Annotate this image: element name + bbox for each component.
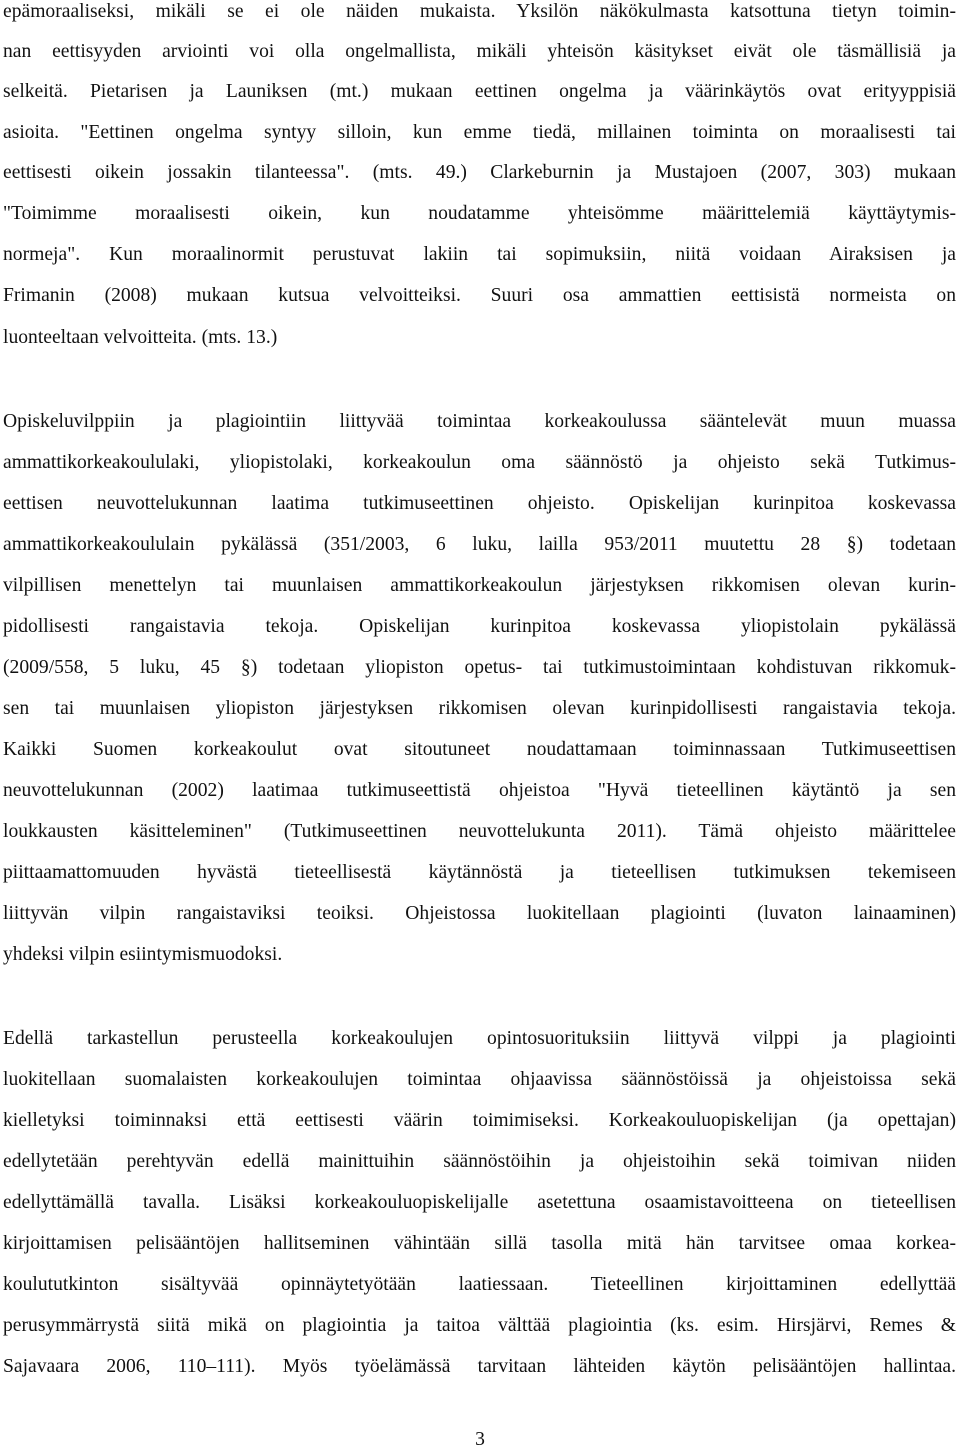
text-line: ammattikorkeakoululain pykälässä (351/2003, 6 luku, lailla 953/2011 muutettu 28 §) todetaan: [3, 534, 956, 555]
text-line: Edellä tarkastellun perusteella korkeakoulujen opintosuorituksiin liittyvä vilppi ja plagiointi: [3, 1028, 956, 1049]
text-line: (2009/558, 5 luku, 45 §) todetaan yliopiston opetus- tai tutkimustoimintaan kohdistuvan rikkomuk-: [3, 657, 956, 678]
text-line: "Toimimme moraalisesti oikein, kun noudatamme yhteisömme määrittelemiä käyttäytymis-: [3, 203, 956, 224]
text-line: neuvottelukunnan (2002) laatimaa tutkimuseettistä ohjeistoa "Hyvä tieteellinen käytäntö ja sen: [3, 780, 956, 801]
text-line: luokitellaan suomalaisten korkeakoulujen toimintaa ohjaavissa säännöstöissä ja ohjeistoissa sekä: [3, 1069, 956, 1090]
text-line: asioita. "Eettinen ongelma syntyy silloin, kun emme tiedä, millainen toiminta on moraalisesti tai: [3, 122, 956, 143]
text-line: epämoraaliseksi, mikäli se ei ole näiden mukaista. Yksilön näkökulmasta katsottuna tietyn toimin-: [3, 1, 956, 22]
text-line: yhdeksi vilpin esiintymismuodoksi.: [3, 944, 283, 965]
text-line: nan eettisyyden arviointi voi olla ongelmallista, mikäli yhteisön käsitykset eivät ole täsmällisiä ja: [3, 41, 956, 62]
text-line: selkeitä. Pietarisen ja Launiksen (mt.) mukaan eettinen ongelma ja väärinkäytös ovat erityyppisiä: [3, 81, 956, 102]
text-line: vilpillisen menettelyn tai muunlaisen ammattikorkeakoulun järjestyksen rikkomisen olevan kurin-: [3, 575, 956, 596]
text-line: kielletyksi toiminnaksi että eettisesti väärin toimimiseksi. Korkeakouluopiskelijan (ja opettajan): [3, 1110, 956, 1131]
text-line: Opiskeluvilppiin ja plagiointiin liittyvää toimintaa korkeakoulussa sääntelevät muun muassa: [3, 411, 956, 432]
text-line: luonteeltaan velvoitteita. (mts. 13.): [3, 327, 278, 348]
text-line: Kaikki Suomen korkeakoulut ovat sitoutuneet noudattamaan toiminnassaan Tutkimuseettisen: [3, 739, 956, 760]
text-line: sen tai muunlaisen yliopiston järjestyksen rikkomisen olevan kurinpidollisesti rangaistavia tekoja.: [3, 698, 956, 719]
text-line: ammattikorkeakoululaki, yliopistolaki, korkeakoulun oma säännöstö ja ohjeisto sekä Tutkimus-: [3, 452, 956, 473]
text-line: koulututkinton sisältyvää opinnäytetyötään laatiessaan. Tieteellinen kirjoittaminen edellyttää: [3, 1274, 956, 1295]
text-line: kirjoittamisen pelisääntöjen hallitseminen vähintään sillä tasolla mitä hän tarvitsee omaa korkea-: [3, 1233, 956, 1254]
text-line: eettisesti oikein jossakin tilanteessa". (mts. 49.) Clarkeburnin ja Mustajoen (2007, 303) mukaan: [3, 162, 956, 183]
text-line: loukkausten käsitteleminen" (Tutkimuseettinen neuvottelukunta 2011). Tämä ohjeisto määrittelee: [3, 821, 956, 842]
text-line: liittyvän vilpin rangaistaviksi teoiksi. Ohjeistossa luokitellaan plagiointi (luvaton lainaaminen): [3, 903, 956, 924]
text-line: edellytetään perehtyvän edellä mainittuihin säännöstöihin ja ohjeistoihin sekä toimivan niiden: [3, 1151, 956, 1172]
text-line: edellyttämällä tavalla. Lisäksi korkeakouluopiskelijalle asetettuna osaamistavoitteena on tieteellisen: [3, 1192, 956, 1213]
text-line: piittaamattomuuden hyvästä tieteellisestä käytännöstä ja tieteellisen tutkimuksen tekemiseen: [3, 862, 956, 883]
page-number: 3: [475, 1429, 485, 1450]
text-line: normeja". Kun moraalinormit perustuvat lakiin tai sopimuksiin, niitä voidaan Airaksisen ja: [3, 244, 956, 265]
text-line: Frimanin (2008) mukaan kutsua velvoitteiksi. Suuri osa ammattien eettisistä normeista on: [3, 285, 956, 306]
text-line: Sajavaara 2006, 110–111). Myös työelämässä tarvitaan lähteiden käytön pelisääntöjen hallintaa.: [3, 1356, 956, 1377]
text-line: perusymmärrystä siitä mikä on plagiointia ja taitoa välttää plagiointia (ks. esim. Hirsjärvi, Remes &: [3, 1315, 956, 1336]
text-line: eettisen neuvottelukunnan laatima tutkimuseettinen ohjeisto. Opiskelijan kurinpitoa koskevassa: [3, 493, 956, 514]
text-line: pidollisesti rangaistavia tekoja. Opiskelijan kurinpitoa koskevassa yliopistolain pykälässä: [3, 616, 956, 637]
